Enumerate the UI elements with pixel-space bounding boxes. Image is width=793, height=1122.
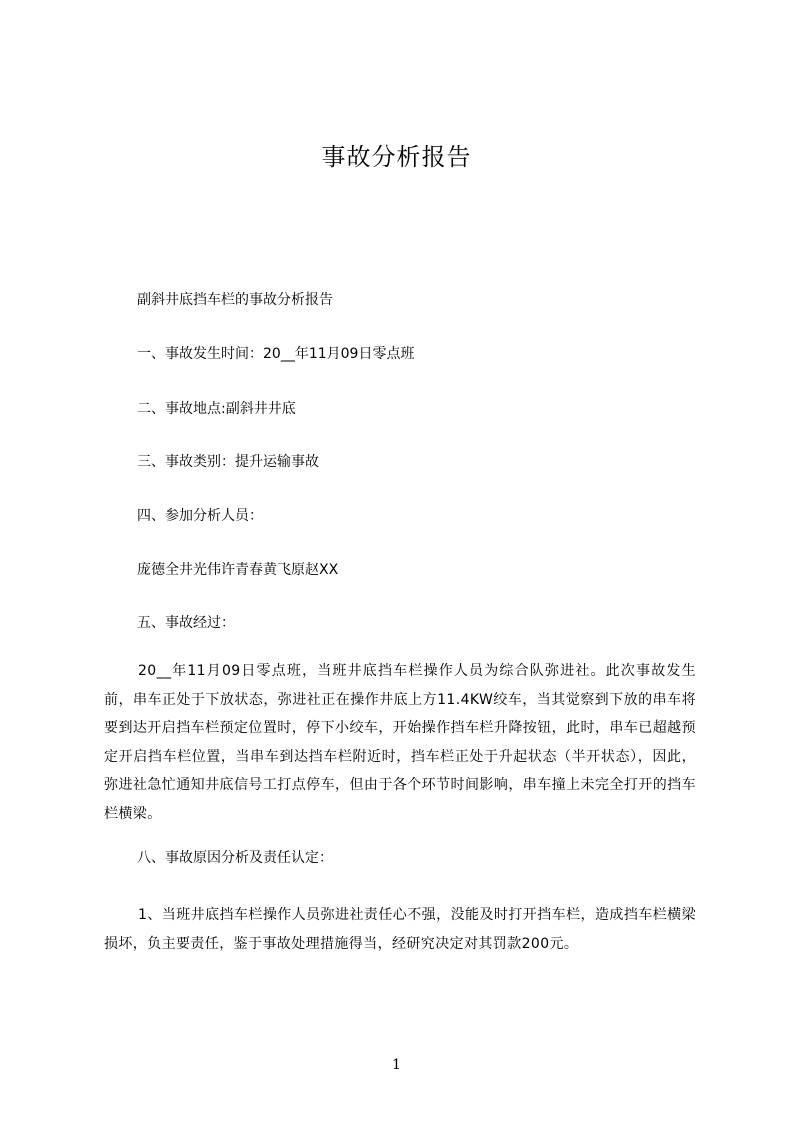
accident-location-item: 二、事故地点:副斜井井底 (137, 401, 296, 417)
participants-names: 庞德全井光伟许青春黄飞原赵XX (137, 562, 339, 578)
cause-analysis-paragraph: 1、当班井底挡车栏操作人员弥进社责任心不强，没能及时打开挡车栏，造成挡车栏横梁损坏，负主要责任，鉴于事故处理措施得当，经研究决定对其罚款200元。 (104, 907, 696, 952)
analysis-participants-heading: 四、参加分析人员： (137, 508, 263, 524)
accident-type-item: 三、事故类别：提升运输事故 (137, 454, 319, 470)
document-title: 事故分析报告 (321, 143, 472, 171)
accident-process-heading: 五、事故经过： (137, 615, 235, 631)
page-number: 1 (392, 1057, 401, 1073)
report-subtitle: 副斜井底挡车栏的事故分析报告 (137, 292, 333, 308)
accident-time-item: 一、事故发生时间：20__年11月09日零点班 (137, 346, 415, 362)
cause-analysis-heading: 八、事故原因分析及责任认定： (137, 850, 333, 866)
accident-process-paragraph: 20__年11月09日零点班，当班井底挡车栏操作人员为综合队弥进社。此次事故发生前，串车正处于下放状态，弥进社正在操作井底上方11.4KW绞车，当其觉察到下放的串车将要到达开启挡车栏预定位置时，停下小绞车，开始操作挡车栏升降按钮，此时，串车已超越预定开启挡车栏位置，当串车到达挡车栏附近时，挡车栏正处于升起状态（半开状态），因此，弥进社急忙通知井底信号工打点停车，但由于各个环节时间影响，串车撞上未完全打开的挡车栏横梁。 (104, 663, 696, 822)
